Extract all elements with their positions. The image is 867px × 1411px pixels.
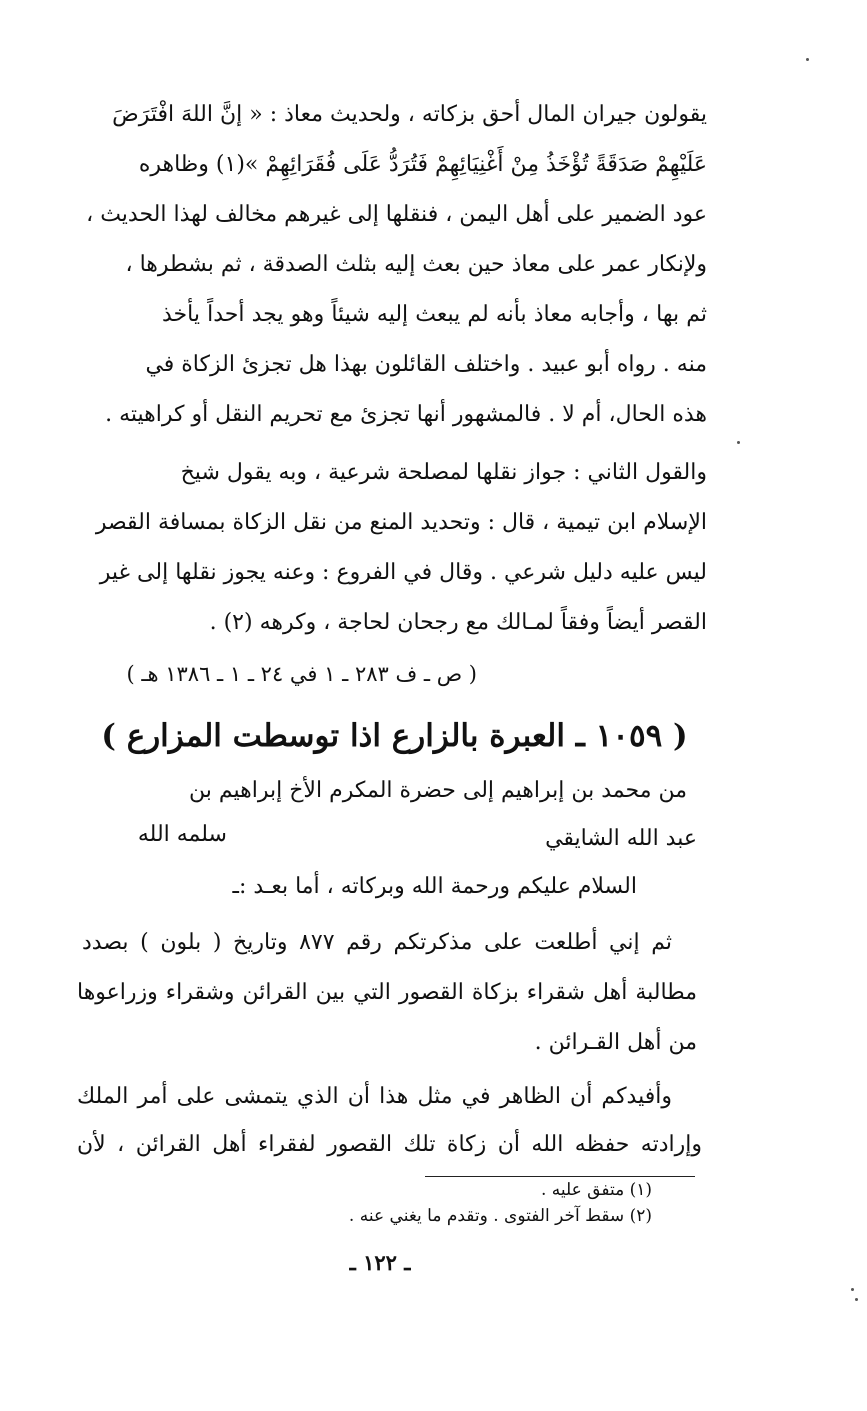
letter-line: من أهل القـرائن . (534, 1030, 697, 1055)
body-line: ثم بها ، وأجابه معاذ بأنه لم يبعث إليه شيئاً وهو يجد أحداً يأخذ (162, 302, 707, 327)
letter-line: وإرادته حفظه الله أن زكاة تلك القصور لفقراء أهل القرائن ، لأن (77, 1132, 702, 1157)
body-line: منه . رواه أبو عبيد . واختلف القائلون بهذا هل تجزئ الزكاة في (145, 352, 707, 377)
letter-line: مطالبة أهل شقراء بزكاة القصور التي بين القرائن وشقراء وزراعوها (77, 980, 697, 1005)
footnote: (١) متفق عليه . (540, 1180, 652, 1200)
body-line: عود الضمير على أهل اليمن ، فنقلها إلى غيرهم مخالف لهذا الحديث ، (86, 202, 707, 227)
scan-speck (806, 58, 809, 61)
letter-line: ثم إني أطلعت على مذكرتكم رقم ٨٧٧ وتاريخ ( بلون ) بصدد (82, 930, 672, 955)
body-line: ليس عليه دليل شرعي . وقال في الفروع : وعنه يجوز نقلها إلى غير (99, 560, 707, 585)
body-line: هذه الحال، أم لا . فالمشهور أنها تجزئ مع تحريم النقل أو كراهيته . (105, 402, 707, 427)
source-reference: ( ص ـ ف ٢٨٣ ـ ١ في ٢٤ ـ ١ ـ ١٣٨٦ هـ ) (126, 662, 477, 686)
body-line: عَلَيْهِمْ صَدَقَةً تُؤْخَذُ مِنْ أَغْنِيَائِهِمْ فَتُرَدُّ عَلَى فُقَرَائِهِمْ »(١) وظاهره (138, 152, 707, 177)
scan-speck (851, 1288, 854, 1291)
body-line: والقول الثاني : جواز نقلها لمصلحة شرعية ، وبه يقول شيخ (180, 460, 707, 485)
letter-recipient: عبد الله الشايقي (545, 826, 697, 851)
letter-line: وأفيدكم أن الظاهر في مثل هذا أن الذي يتمشى على أمر الملك (77, 1084, 672, 1109)
body-line: القصر أيضاً وفقاً لمـالك مع رجحان لحاجة ، وكرهه (٢) . (209, 610, 707, 635)
body-line: الإسلام ابن تيمية ، قال : وتحديد المنع من نقل الزكاة بمسافة القصر (95, 510, 707, 535)
fatwa-heading: ( ١٠٥٩ ـ العبرة بالزارع اذا توسطت المزارع ) (101, 718, 688, 754)
letter-from-line: من محمد بن إبراهيم إلى حضرة المكرم الأخ إبراهيم بن (189, 778, 687, 803)
footnote: (٢) سقط آخر الفتوى . وتقدم ما يغني عنه . (348, 1206, 652, 1226)
scan-speck (737, 441, 740, 444)
page-number: ـ ١٢٢ ـ (349, 1250, 411, 1275)
letter-greeting: السلام عليكم ورحمة الله وبركاته ، أما بعـد :ـ (232, 874, 637, 899)
body-line: ولإنكار عمر على معاذ حين بعث إليه بثلث الصدقة ، ثم بشطرها ، (125, 252, 707, 277)
body-line: يقولون جيران المال أحق بزكاته ، ولحديث معاذ : « إنَّ اللهَ افْتَرَضَ (112, 102, 707, 127)
scan-speck (855, 1298, 858, 1301)
letter-blessing: سلمه الله (137, 822, 227, 847)
